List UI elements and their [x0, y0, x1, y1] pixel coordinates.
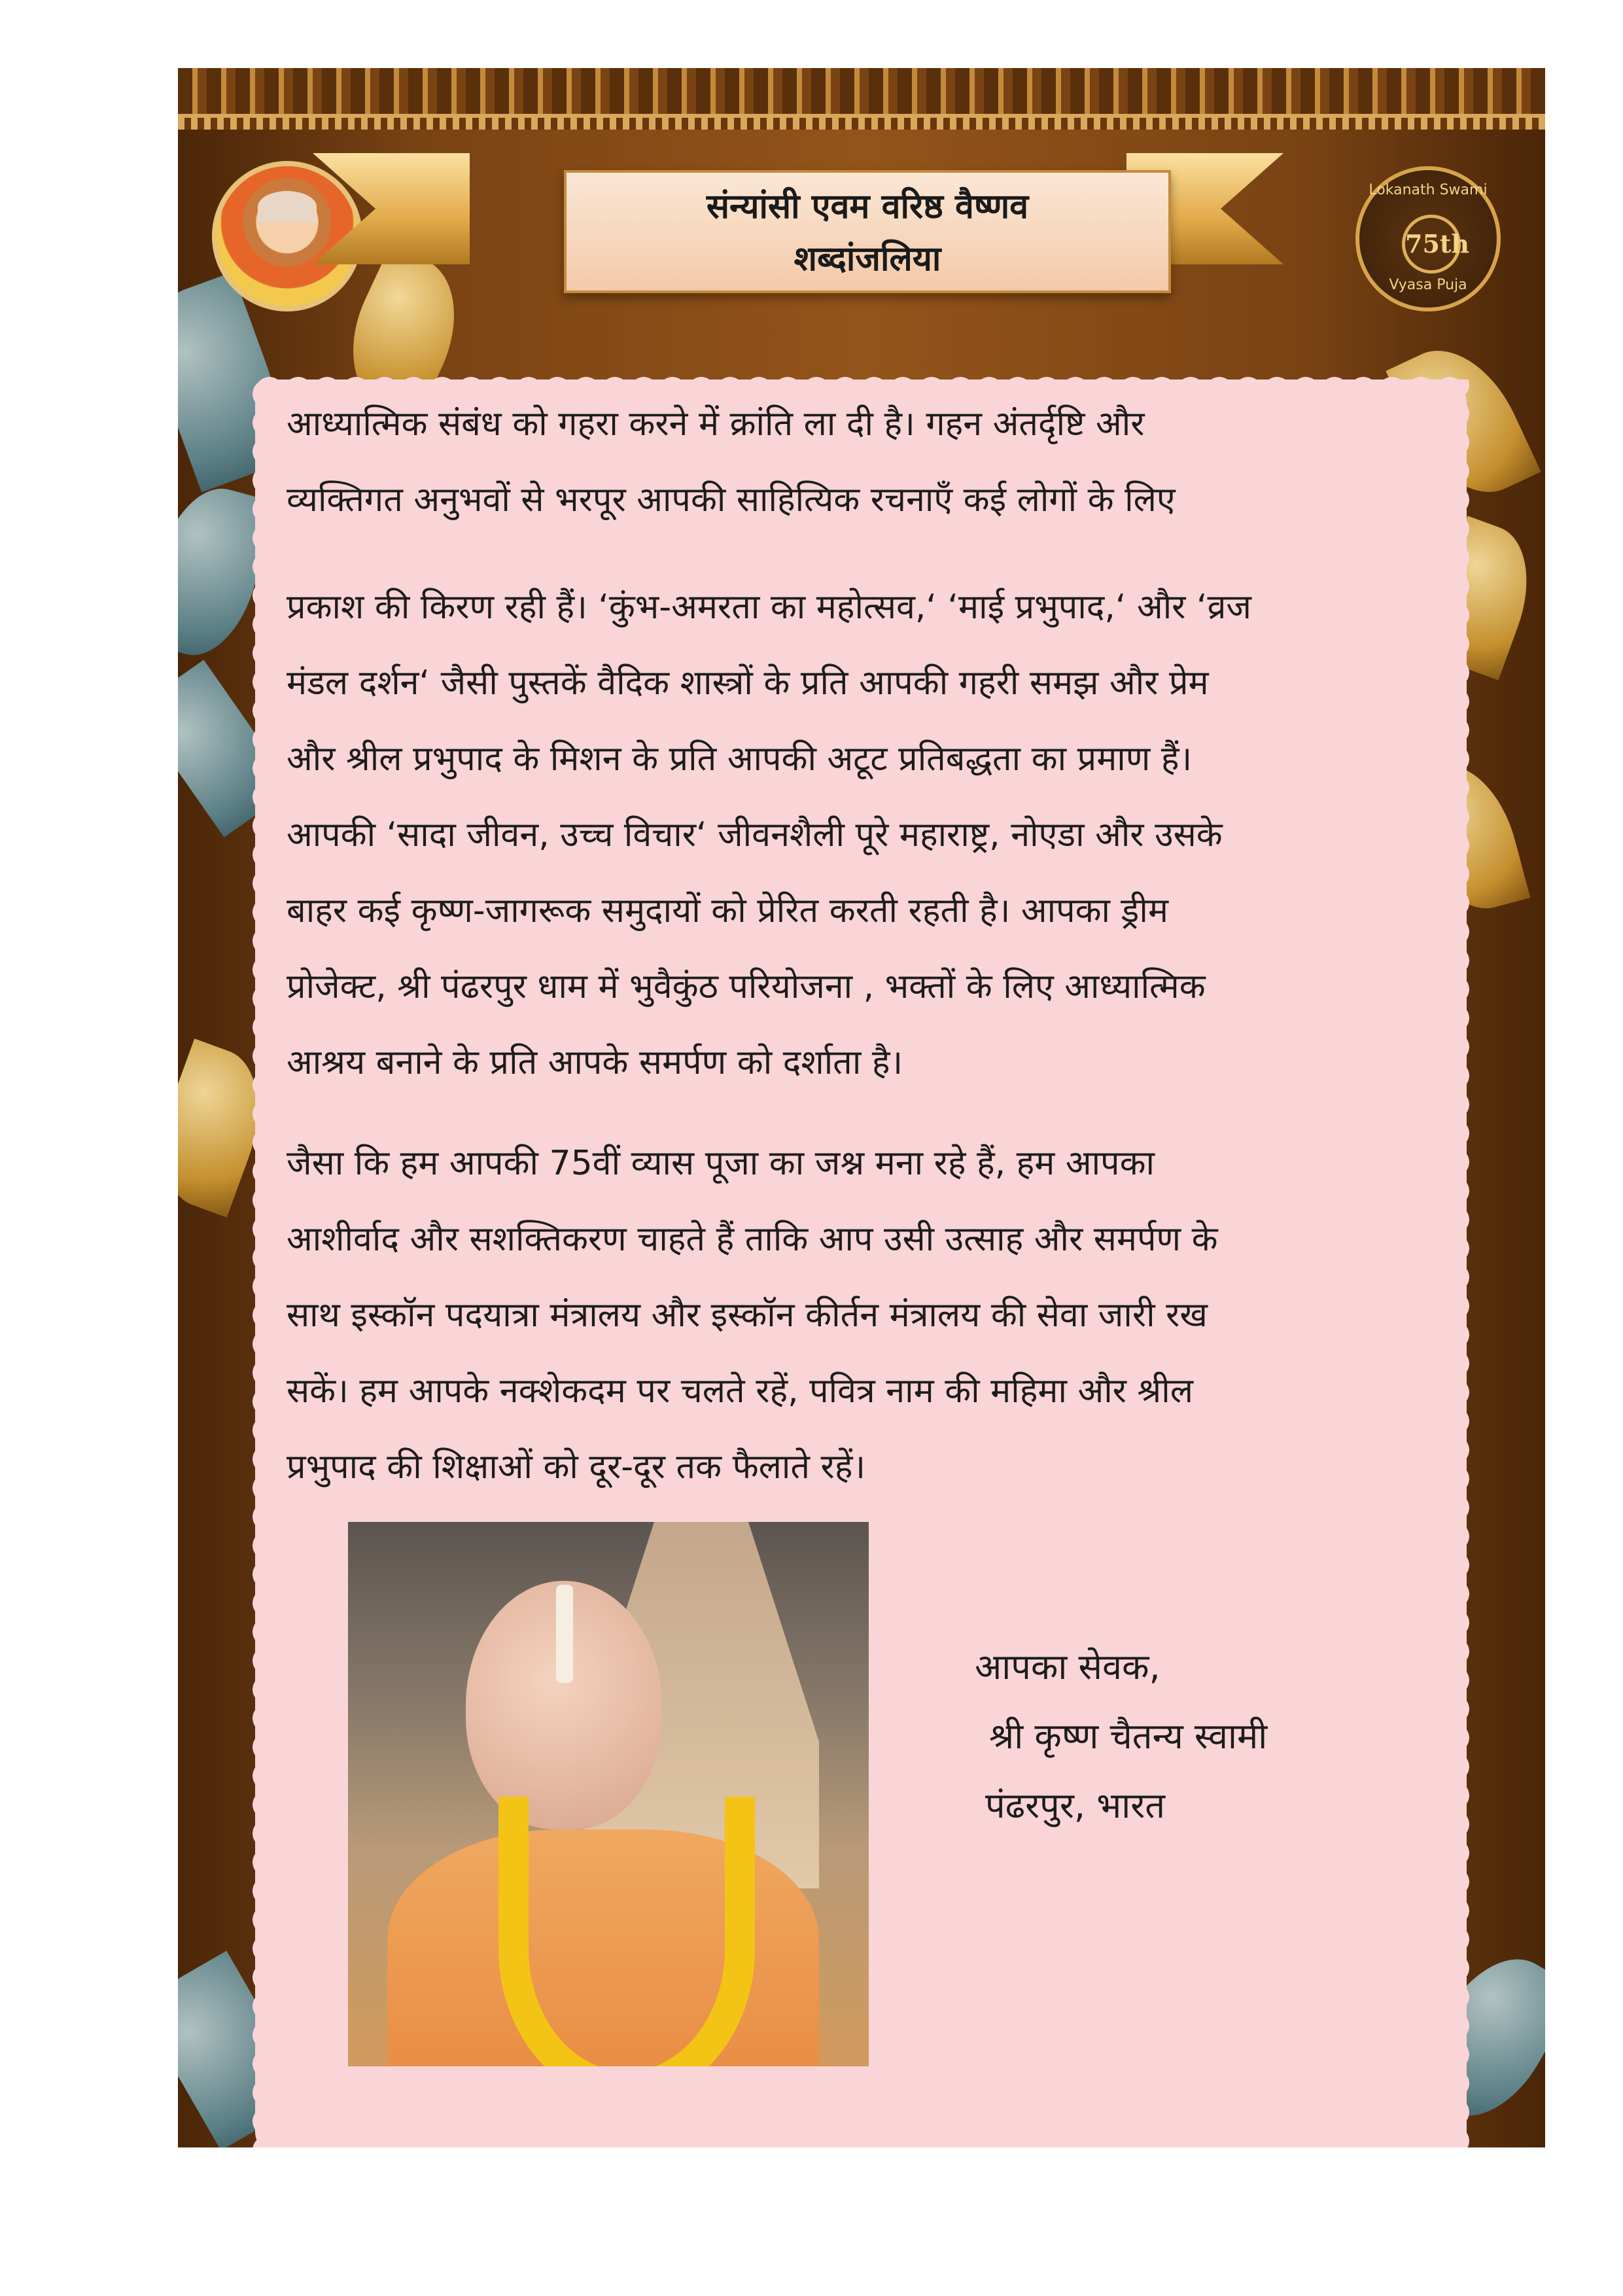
- body-line: और श्रील प्रभुपाद के मिशन के प्रति आपकी अटूट प्रतिबद्धता का प्रमाण हैं।: [287, 739, 1193, 779]
- body-line: आपकी ‘सादा जीवन, उच्च विचार‘ जीवनशैली पूरे महाराष्ट्र, नोएडा और उसके: [287, 815, 1223, 855]
- body-line: मंडल दर्शन‘ जैसी पुस्तकें वैदिक शास्त्रों के प्रति आपकी गहरी समझ और प्रेम: [287, 663, 1209, 703]
- avatar-photo: [212, 161, 362, 311]
- badge-number: 75th: [1402, 215, 1461, 274]
- page-subtitle: शब्दांजलिया: [794, 239, 941, 279]
- decorative-top-border: [178, 68, 1545, 118]
- body-line: सकें। हम आपके नक्शेकदम पर चलते रहें, पवित्र नाम की महिमा और श्रील: [287, 1371, 1193, 1411]
- body-line: प्रकाश की किरण रही हैं। ‘कुंभ-अमरता का महोत्सव,‘ ‘माई प्रभुपाद,‘ और ‘व्रज: [287, 588, 1252, 627]
- decorative-top-border-beads: [178, 118, 1545, 130]
- body-line: साथ इस्कॉन पदयात्रा मंत्रालय और इस्कॉन कीर्तन मंत्रालय की सेवा जारी रख: [287, 1296, 1208, 1335]
- body-line: जैसा कि हम आपकी 75वीं व्यास पूजा का जश्न मना रहे हैं, हम आपका: [287, 1144, 1155, 1183]
- body-line: आध्यात्मिक संबंध को गहरा करने में क्रांति ला दी है। गहन अंतर्दृष्टि और: [287, 404, 1145, 444]
- signature-closing: आपका सेवक,: [975, 1646, 1161, 1687]
- body-line: बाहर कई कृष्ण-जागरूक समुदायों को प्रेरित करती रहती है। आपका ड्रीम: [287, 891, 1168, 930]
- body-line: प्रोजेक्ट, श्री पंढरपुर धाम में भुवैकुंठ परियोजना , भक्तों के लिए आध्यात्मिक: [287, 967, 1206, 1006]
- body-line: आश्रय बनाने के प्रति आपके समर्पण को दर्शाता है।: [287, 1043, 903, 1082]
- body-line: व्यक्तिगत अनुभवों से भरपूर आपकी साहित्यिक रचनाएँ कई लोगों के लिए: [287, 480, 1176, 520]
- signature-place: पंढरपुर, भारत: [985, 1785, 1166, 1826]
- body-line: प्रभुपाद की शिक्षाओं को दूर-दूर तक फैलाते रहें।: [287, 1447, 866, 1487]
- signature-name: श्री कृष्ण चैतन्य स्वामी: [989, 1716, 1268, 1757]
- page-title: संन्यांसी एवम वरिष्ठ वैष्णव: [706, 187, 1029, 226]
- title-banner: [564, 170, 1171, 293]
- badge-bottom-text: Vyasa Puja: [1389, 277, 1467, 293]
- anniversary-badge: [1355, 166, 1501, 311]
- author-photo: [348, 1522, 869, 2066]
- badge-top-text: Lokanath Swami: [1369, 182, 1488, 198]
- body-line: आशीर्वाद और सशक्तिकरण चाहते हैं ताकि आप उसी उत्साह और समर्पण के: [287, 1220, 1218, 1259]
